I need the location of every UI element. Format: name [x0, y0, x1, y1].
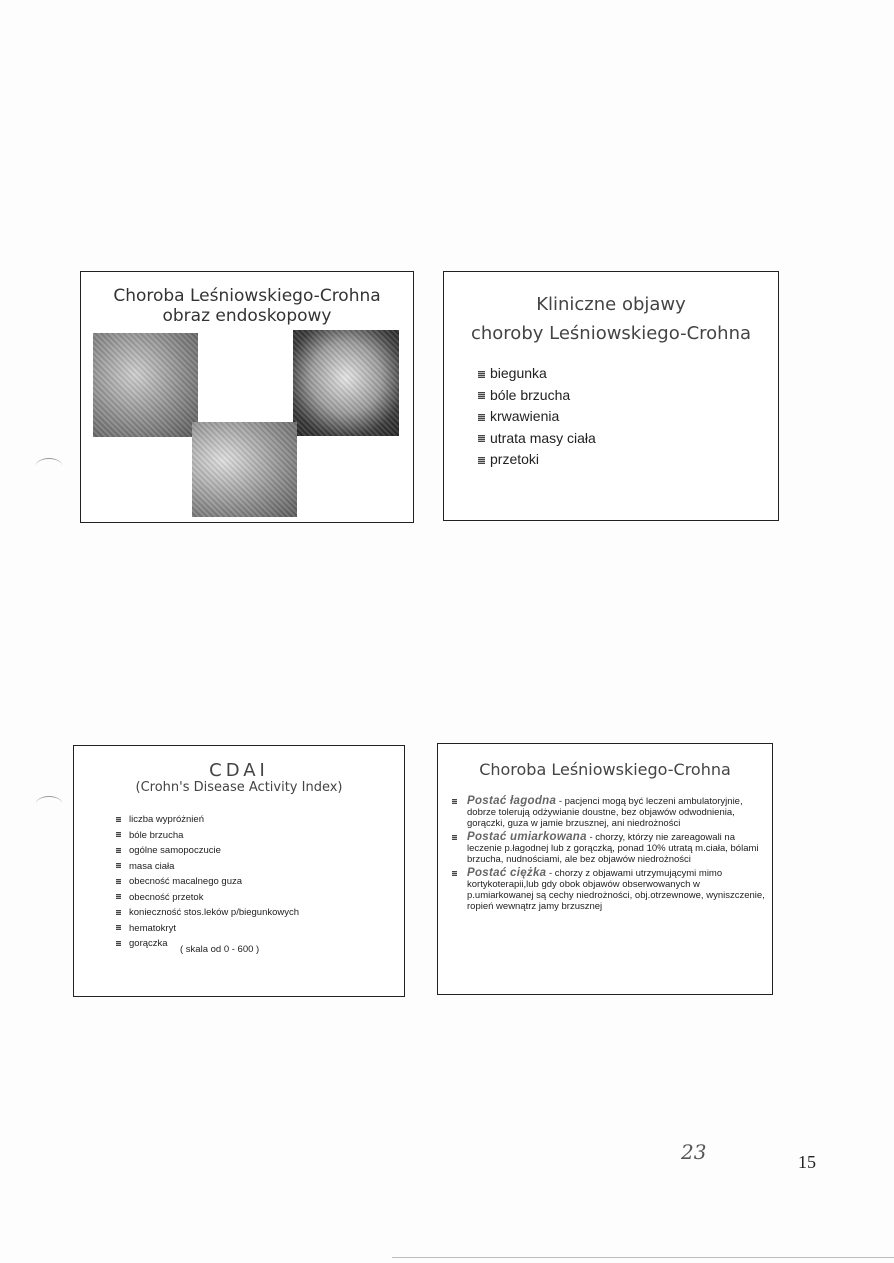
bullet-icon — [116, 894, 121, 899]
handwritten-number: 23 — [681, 1140, 707, 1164]
scale-note: ( skala od 0 - 600 ) — [180, 944, 260, 955]
slide-subtitle: (Crohn's Disease Activity Index) — [135, 780, 343, 795]
list-item: liczba wypróżnień — [116, 812, 299, 828]
slide-disease-forms — [437, 743, 773, 995]
slide-title: Choroba Leśniowskiego-Crohna — [479, 760, 731, 779]
bullet-icon — [116, 817, 121, 822]
list-item: utrata masy ciała — [478, 428, 596, 450]
bullet-icon — [478, 457, 485, 464]
endoscopy-photo-right — [293, 330, 399, 436]
bullet-icon — [116, 832, 121, 837]
title-line-2: choroby Leśniowskiego-Crohna — [470, 323, 752, 344]
slide-cdai — [73, 745, 405, 997]
list-item — [452, 868, 768, 912]
list-item: przetoki — [478, 449, 596, 471]
slide-title: CDAI — [209, 760, 269, 781]
cdai-criteria-list — [116, 812, 299, 952]
list-item: masa ciała — [116, 859, 299, 875]
list-item — [452, 832, 768, 865]
form-description: - chorzy, którzy nie zareagowali na leczenie p.łagodnej lub z gorączką, ponad 10% utratą m.ciała, bólami brzucha, nudnościami, ale bez objawów niedrożności — [467, 832, 759, 865]
title-line-1: Kliniczne objawy — [536, 294, 686, 315]
form-name: Postać łagodna — [467, 795, 557, 807]
list-item — [452, 796, 768, 829]
list-item: obecność macalnego guza — [116, 874, 299, 890]
bullet-icon — [116, 941, 121, 946]
disease-forms-list — [452, 796, 768, 915]
endoscopy-photo-left — [93, 333, 198, 437]
punch-hole-mark — [36, 796, 62, 811]
bullet-icon — [452, 871, 457, 876]
title-line-2: obraz endoskopowy — [162, 306, 332, 326]
form-description: - pacjenci mogą być leczeni ambulatoryjnie, dobrze tolerują odżywianie doustne, bez objawów odwodnienia, gorączki, guza w jamie brzusznej, ani niedrożności — [467, 796, 743, 829]
list-item: krwawienia — [478, 406, 596, 428]
bullet-icon — [478, 392, 485, 399]
bullet-icon — [452, 799, 457, 804]
bullet-icon — [116, 910, 121, 915]
punch-hole-mark — [36, 458, 62, 473]
bullet-icon — [478, 371, 485, 378]
list-item: hematokryt — [116, 921, 299, 937]
scan-edge-line — [392, 1257, 894, 1258]
bullet-icon — [478, 414, 485, 421]
form-name: Postać umiarkowana — [467, 831, 587, 843]
title-line-1: Choroba Leśniowskiego-Crohna — [113, 286, 381, 306]
form-name: Postać ciężka — [467, 867, 547, 879]
list-item: gorączka — [116, 936, 299, 952]
list-item: bóle brzucha — [478, 385, 596, 407]
slide-title — [444, 290, 778, 348]
slide-endoscopy — [80, 271, 414, 523]
bullet-icon — [116, 879, 121, 884]
slide-title — [81, 286, 413, 326]
bullet-icon — [478, 435, 485, 442]
list-item: konieczność stos.leków p/biegunkowych — [116, 905, 299, 921]
bullet-icon — [452, 835, 457, 840]
list-item: bóle brzucha — [116, 828, 299, 844]
slide-clinical-symptoms — [443, 271, 779, 521]
page-number: 15 — [798, 1152, 816, 1172]
list-item: ogólne samopoczucie — [116, 843, 299, 859]
bullet-icon — [116, 863, 121, 868]
symptom-list — [478, 363, 596, 471]
form-description: - chorzy z objawami utrzymującymi mimo kortykoterapii,lub gdy obok objawów obserwowanych w p.umiarkowanej są cechy niedrożności, obj.otrzewnowe, wyniszczenie, ropień wewnątrz jamy brzusznej — [467, 868, 765, 912]
bullet-icon — [116, 925, 121, 930]
list-item: biegunka — [478, 363, 596, 385]
list-item: obecność przetok — [116, 890, 299, 906]
bullet-icon — [116, 848, 121, 853]
endoscopy-photo-bottom — [192, 422, 297, 517]
